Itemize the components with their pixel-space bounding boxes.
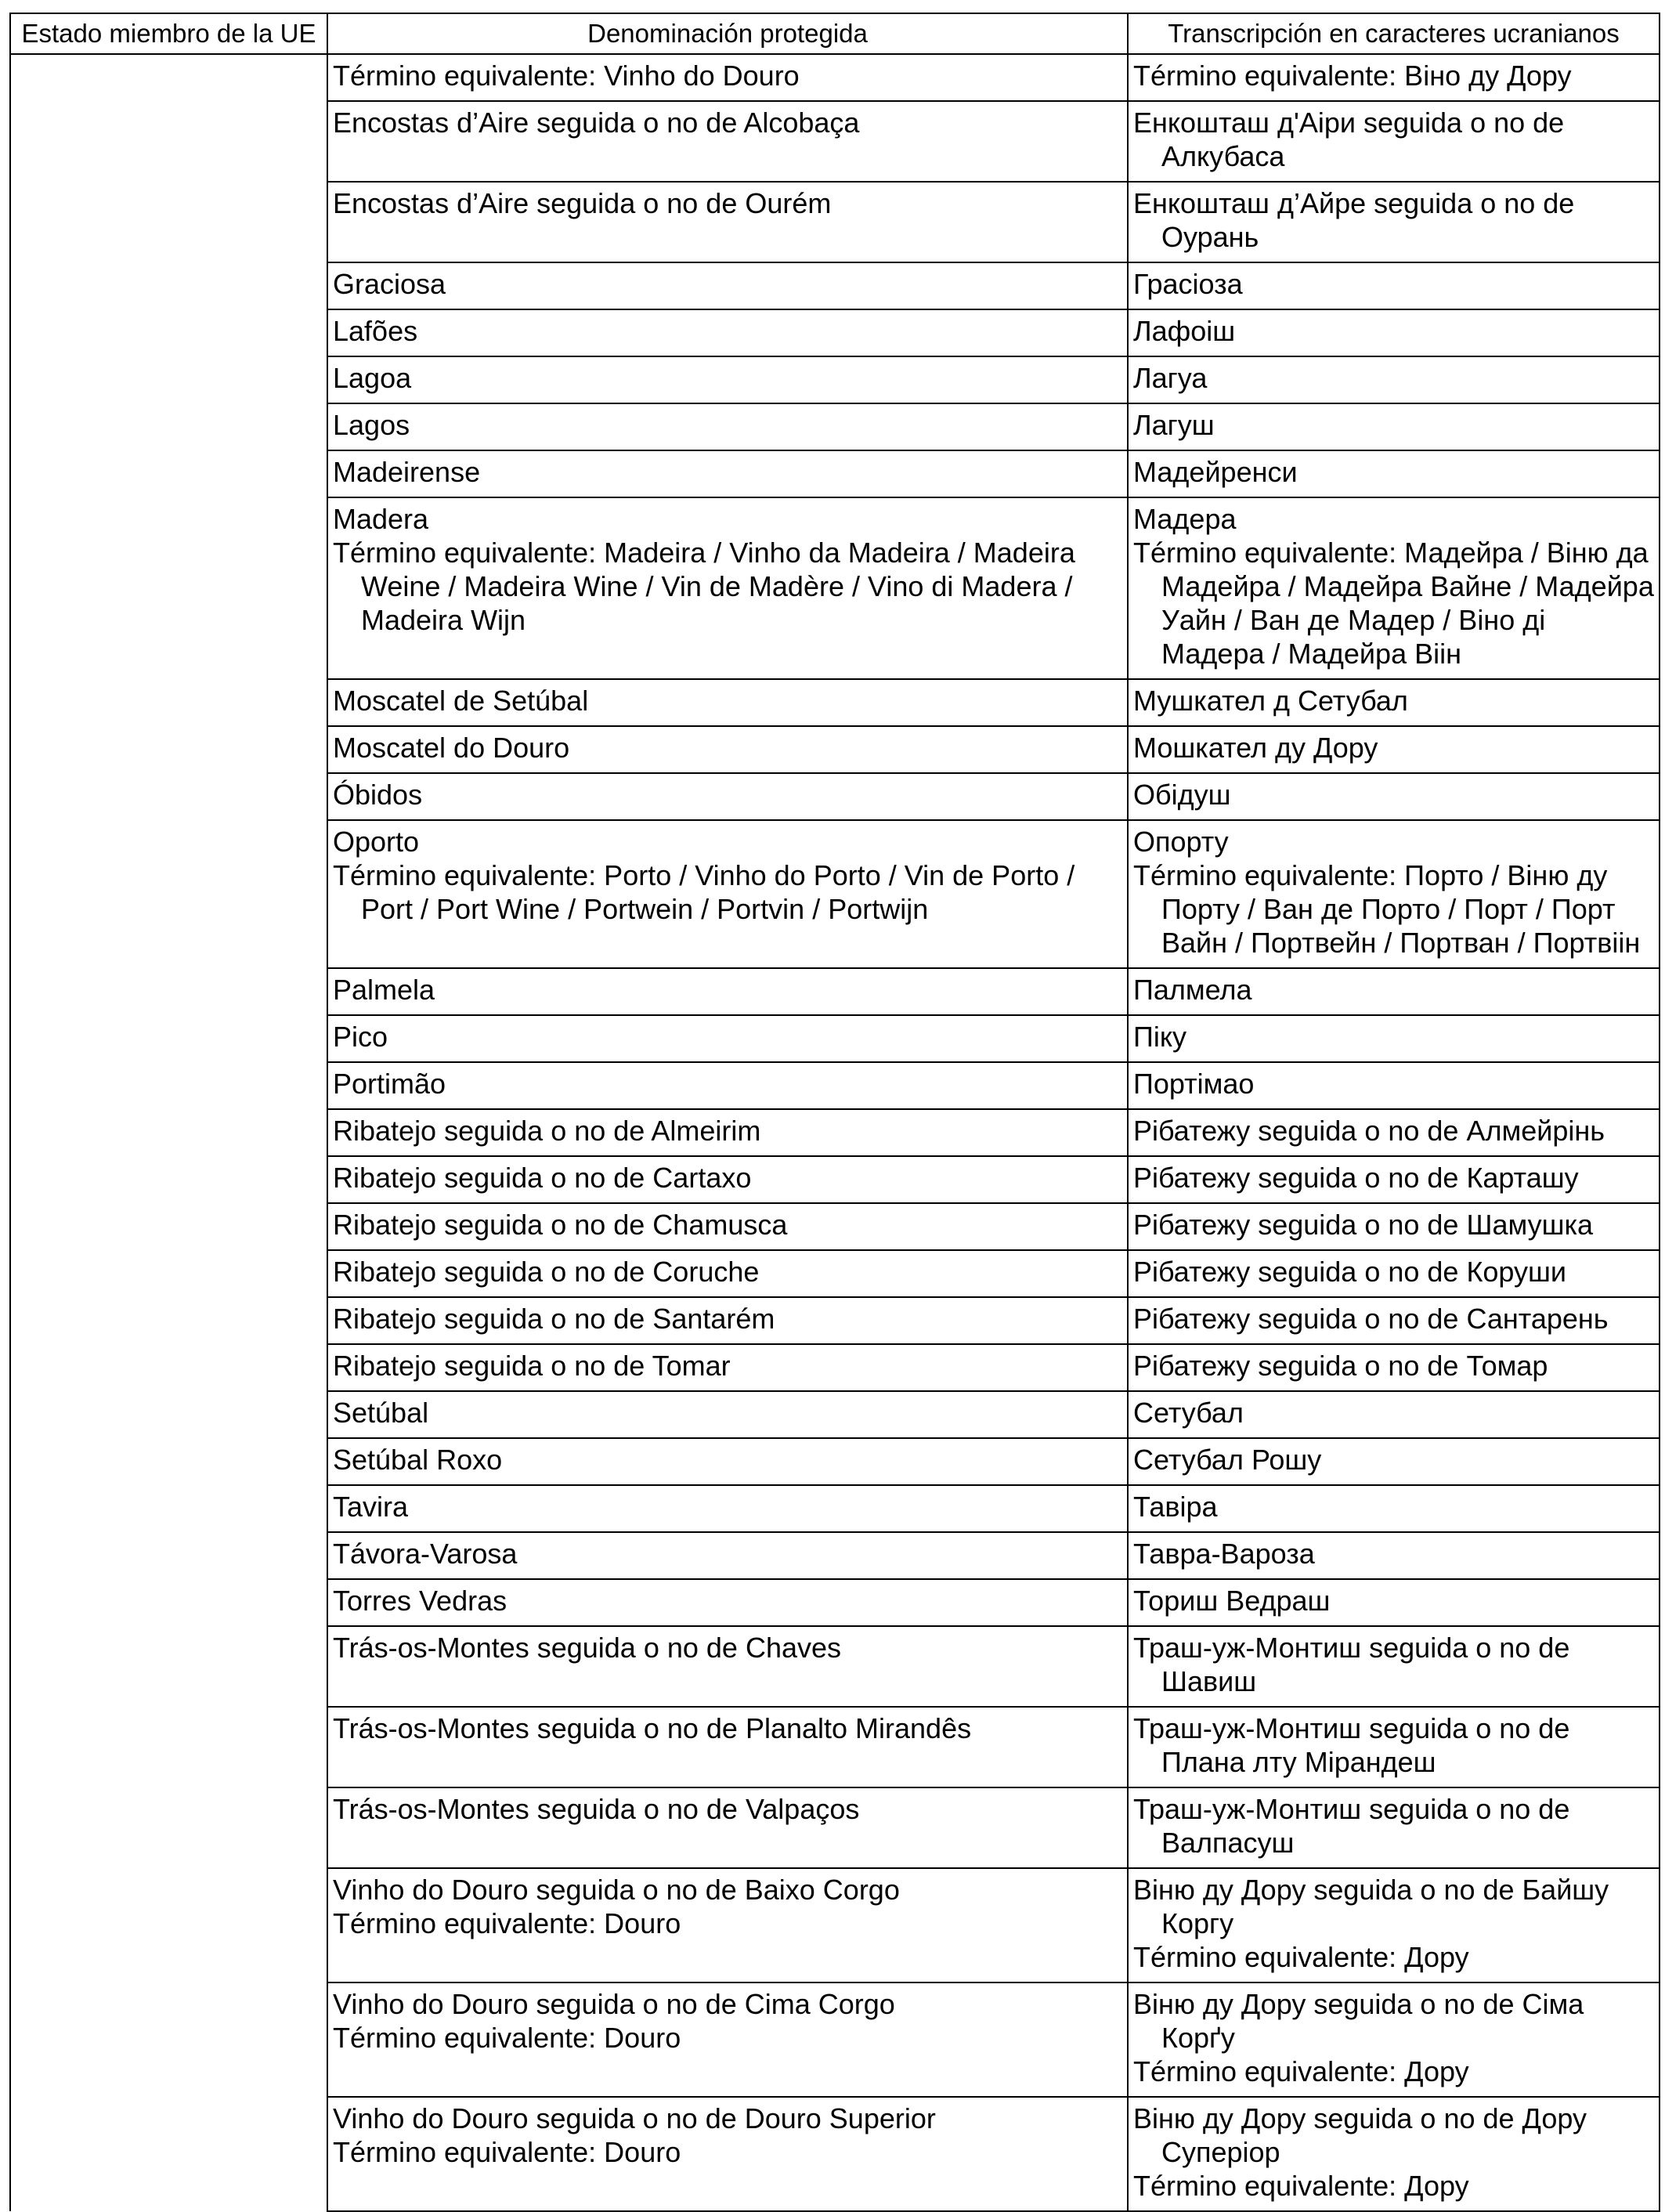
- ukrainian-transcription-cell: [1128, 309, 1660, 356]
- protected-name-cell: [327, 773, 1128, 820]
- ukrainian-transcription-cell: [1128, 403, 1660, 450]
- cell-line: Lagos: [333, 409, 410, 441]
- protected-name-cell: [327, 1391, 1128, 1438]
- cell-line: Portimão: [333, 1068, 446, 1100]
- cell-line: Віню ду Дору seguida o no de Байшу Коргу: [1133, 1874, 1609, 1939]
- cell-line: Ribatejo seguida o no de Chamusca: [333, 1209, 788, 1241]
- ukrainian-transcription-cell: [1128, 726, 1660, 773]
- cell-line: Сетубал Рошу: [1133, 1444, 1322, 1476]
- cell-line: Тавра-Вароза: [1133, 1538, 1315, 1570]
- protected-name-cell: [327, 262, 1128, 309]
- cell-line: Setúbal: [333, 1397, 429, 1429]
- ukrainian-transcription-cell: [1128, 1485, 1660, 1532]
- header-member-state: Estado miembro de la UE: [10, 13, 327, 54]
- cell-line: Траш-уж-Монтиш seguida o no de Шавиш: [1133, 1632, 1570, 1697]
- ukrainian-transcription-cell: [1128, 1297, 1660, 1344]
- cell-line: Término equivalente: Douro: [333, 2022, 681, 2054]
- cell-line: Ториш Ведраш: [1133, 1585, 1331, 1617]
- cell-line: Vinho do Douro seguida o no de Douro Superior: [333, 2102, 936, 2134]
- protected-name-cell: [327, 1438, 1128, 1485]
- protected-name-cell: [327, 182, 1128, 262]
- cell-line: Término equivalente: Мадейра / Віню да Мадейра / Мадейра Вайне / Мадейра Уайн / Ван де Мадер / Віно ді Мадера / Мадейра Віін: [1133, 537, 1654, 670]
- cell-line: Рібатежу seguida o no de Сантарень: [1133, 1303, 1609, 1335]
- protected-name-cell: [327, 1203, 1128, 1250]
- cell-line: Рібатежу seguida o no de Карташу: [1133, 1162, 1579, 1194]
- ukrainian-transcription-cell: [1128, 1982, 1660, 2097]
- protected-name-cell: [327, 403, 1128, 450]
- ukrainian-transcription-cell: [1128, 1109, 1660, 1156]
- cell-line: Torres Vedras: [333, 1585, 507, 1617]
- cell-line: Trás-os-Montes seguida o no de Chaves: [333, 1632, 842, 1664]
- protected-name-cell: [327, 54, 1128, 101]
- cell-line: Encostas d’Aire seguida o no de Alcobaça: [333, 107, 860, 139]
- cell-line: Término equivalente: Douro: [333, 1907, 681, 1939]
- cell-line: Término equivalente: Дору: [1133, 2055, 1469, 2087]
- table-body: [10, 54, 1660, 2211]
- cell-line: Грасіоза: [1133, 268, 1243, 300]
- ukrainian-transcription-cell: [1128, 262, 1660, 309]
- cell-line: Траш-уж-Монтиш seguida o no de Валпасуш: [1133, 1793, 1570, 1859]
- cell-line: Траш-уж-Монтиш seguida o no de Плана лту Мірандеш: [1133, 1712, 1570, 1778]
- cell-line: Término equivalente: Douro: [333, 2136, 681, 2168]
- protected-name-cell: [327, 497, 1128, 679]
- cell-line: Madera: [333, 503, 429, 535]
- cell-line: Vinho do Douro seguida o no de Baixo Corgo: [333, 1874, 900, 1906]
- protected-name-cell: [327, 1250, 1128, 1297]
- ukrainian-transcription-cell: [1128, 450, 1660, 497]
- cell-line: Обідуш: [1133, 779, 1231, 811]
- protected-names-table: [9, 13, 1660, 2212]
- protected-name-cell: [327, 1579, 1128, 1626]
- cell-line: Pico: [333, 1021, 388, 1053]
- ukrainian-transcription-cell: [1128, 1203, 1660, 1250]
- protected-name-cell: [327, 1062, 1128, 1109]
- cell-line: Moscatel de Setúbal: [333, 685, 589, 717]
- cell-line: Віню ду Дору seguida o no de Дору Суперіор: [1133, 2102, 1587, 2168]
- cell-line: Піку: [1133, 1021, 1187, 1053]
- protected-name-cell: [327, 101, 1128, 182]
- protected-name-cell: [327, 1015, 1128, 1062]
- cell-line: Ribatejo seguida o no de Cartaxo: [333, 1162, 752, 1194]
- member-state-cell: [10, 54, 327, 2211]
- cell-line: Término equivalente: Porto / Vinho do Porto / Vin de Porto / Port / Port Wine / Portwein / Portvin / Portwijn: [333, 859, 1075, 925]
- ukrainian-transcription-cell: [1128, 356, 1660, 403]
- ukrainian-transcription-cell: [1128, 2097, 1660, 2211]
- cell-line: Madeirense: [333, 456, 481, 488]
- protected-name-cell: [327, 820, 1128, 968]
- ukrainian-transcription-cell: [1128, 1626, 1660, 1707]
- cell-line: Término equivalente: Дору: [1133, 1941, 1469, 1973]
- cell-line: Palmela: [333, 974, 435, 1006]
- cell-line: Рібатежу seguida o no de Томар: [1133, 1350, 1548, 1382]
- ukrainian-transcription-cell: [1128, 1391, 1660, 1438]
- ukrainian-transcription-cell: [1128, 1532, 1660, 1579]
- cell-line: Trás-os-Montes seguida o no de Planalto Mirandês: [333, 1712, 972, 1744]
- cell-line: Término equivalente: Віно ду Дору: [1133, 60, 1572, 92]
- ukrainian-transcription-cell: [1128, 1250, 1660, 1297]
- cell-line: Oporto: [333, 826, 420, 858]
- cell-line: Ribatejo seguida o no de Santarém: [333, 1303, 775, 1335]
- cell-line: Távora-Varosa: [333, 1538, 518, 1570]
- ukrainian-transcription-cell: [1128, 1579, 1660, 1626]
- ukrainian-transcription-cell: [1128, 1156, 1660, 1203]
- cell-line: Tavira: [333, 1491, 409, 1523]
- ukrainian-transcription-cell: [1128, 1868, 1660, 1982]
- cell-line: Graciosa: [333, 268, 446, 300]
- cell-line: Тавіра: [1133, 1491, 1218, 1523]
- cell-line: Рібатежу seguida o no de Шамушка: [1133, 1209, 1594, 1241]
- protected-name-cell: [327, 1868, 1128, 1982]
- cell-line: Término equivalente: Порто / Віню ду Порту / Ван де Порто / Порт / Порт Вайн / Портвейн / Портван / Портвіін: [1133, 859, 1641, 959]
- ukrainian-transcription-cell: [1128, 182, 1660, 262]
- cell-line: Lagoa: [333, 362, 412, 394]
- protected-name-cell: [327, 309, 1128, 356]
- table-header-row: [10, 13, 1660, 54]
- cell-line: Término equivalente: Vinho do Douro: [333, 60, 800, 92]
- cell-line: Trás-os-Montes seguida o no de Valpaços: [333, 1793, 860, 1825]
- ukrainian-transcription-cell: [1128, 820, 1660, 968]
- cell-line: Рібатежу seguida o no de Алмейрінь: [1133, 1115, 1605, 1147]
- protected-name-cell: [327, 679, 1128, 726]
- cell-line: Опорту: [1133, 826, 1229, 858]
- ukrainian-transcription-cell: [1128, 1062, 1660, 1109]
- cell-line: Ribatejo seguida o no de Almeirim: [333, 1115, 761, 1147]
- cell-line: Сетубал: [1133, 1397, 1244, 1429]
- protected-name-cell: [327, 726, 1128, 773]
- ukrainian-transcription-cell: [1128, 773, 1660, 820]
- protected-name-cell: [327, 1982, 1128, 2097]
- cell-line: Лагуш: [1133, 409, 1215, 441]
- cell-line: Енкошташ д'Аіри seguida o no de Алкубаса: [1133, 107, 1565, 172]
- cell-line: Setúbal Roxo: [333, 1444, 503, 1476]
- protected-name-cell: [327, 1156, 1128, 1203]
- cell-line: Vinho do Douro seguida o no de Cima Corgo: [333, 1988, 895, 2020]
- cell-line: Óbidos: [333, 779, 423, 811]
- cell-line: Мадейренси: [1133, 456, 1298, 488]
- protected-name-cell: [327, 450, 1128, 497]
- cell-line: Мушкател д Сетубал: [1133, 685, 1408, 717]
- ukrainian-transcription-cell: [1128, 968, 1660, 1015]
- cell-line: Ribatejo seguida o no de Coruche: [333, 1256, 760, 1288]
- header-protected-name: Denominación protegida: [327, 13, 1128, 54]
- protected-name-cell: [327, 2097, 1128, 2211]
- cell-line: Лафоіш: [1133, 315, 1236, 347]
- cell-line: Рібатежу seguida o no de Коруши: [1133, 1256, 1567, 1288]
- protected-name-cell: [327, 1344, 1128, 1391]
- protected-name-cell: [327, 1707, 1128, 1787]
- ukrainian-transcription-cell: [1128, 1344, 1660, 1391]
- cell-line: Енкошташ д’Айре seguida o no de Оурань: [1133, 187, 1575, 253]
- cell-line: Término equivalente: Дору: [1133, 2170, 1469, 2202]
- protected-name-cell: [327, 1109, 1128, 1156]
- cell-line: Мадера: [1133, 503, 1237, 535]
- ukrainian-transcription-cell: [1128, 1787, 1660, 1868]
- ukrainian-transcription-cell: [1128, 1015, 1660, 1062]
- cell-line: Moscatel do Douro: [333, 732, 570, 764]
- protected-name-cell: [327, 1532, 1128, 1579]
- cell-line: Encostas d’Aire seguida o no de Ourém: [333, 187, 832, 219]
- cell-line: Término equivalente: Madeira / Vinho da Madeira / Madeira Weine / Madeira Wine / Vin de Madère / Vino di Madera / Madeira Wijn: [333, 537, 1075, 636]
- cell-line: Палмела: [1133, 974, 1252, 1006]
- cell-line: Мошкател ду Дору: [1133, 732, 1378, 764]
- cell-line: Лагуа: [1133, 362, 1208, 394]
- table-row: [10, 54, 1660, 101]
- cell-line: Ribatejo seguida o no de Tomar: [333, 1350, 731, 1382]
- ukrainian-transcription-cell: [1128, 1438, 1660, 1485]
- protected-name-cell: [327, 1626, 1128, 1707]
- protected-name-cell: [327, 1787, 1128, 1868]
- cell-line: Портімао: [1133, 1068, 1255, 1100]
- protected-name-cell: [327, 1297, 1128, 1344]
- protected-name-cell: [327, 968, 1128, 1015]
- header-ukrainian-transcription: Transcripción en caracteres ucranianos: [1128, 13, 1660, 54]
- protected-name-cell: [327, 1485, 1128, 1532]
- cell-line: Віню ду Дору seguida o no de Сіма Корґу: [1133, 1988, 1584, 2054]
- ukrainian-transcription-cell: [1128, 54, 1660, 101]
- ukrainian-transcription-cell: [1128, 497, 1660, 679]
- ukrainian-transcription-cell: [1128, 101, 1660, 182]
- cell-line: Lafões: [333, 315, 418, 347]
- ukrainian-transcription-cell: [1128, 679, 1660, 726]
- protected-name-cell: [327, 356, 1128, 403]
- document-page: [9, 13, 1659, 2212]
- ukrainian-transcription-cell: [1128, 1707, 1660, 1787]
